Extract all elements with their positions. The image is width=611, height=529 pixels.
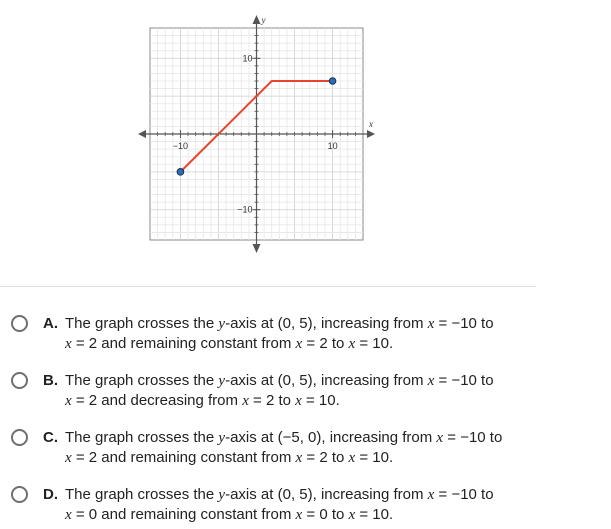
answer-option-c[interactable] bbox=[0, 428, 560, 472]
answer-option-a[interactable] bbox=[0, 314, 560, 358]
radio-button[interactable] bbox=[11, 315, 28, 332]
variable-x: x bbox=[427, 373, 435, 389]
option-text-part: -axis at (0, 5), increasing from bbox=[225, 372, 428, 389]
x-axis-left-arrow-icon bbox=[138, 130, 146, 138]
option-text-part: = 2 and remaining constant from bbox=[71, 335, 296, 352]
option-letter: C. bbox=[43, 429, 58, 446]
option-letter: D. bbox=[43, 486, 58, 503]
y-axis-up-arrow-icon bbox=[253, 15, 261, 24]
variable-x: x bbox=[427, 487, 435, 503]
option-letter: A. bbox=[43, 315, 58, 332]
option-text bbox=[65, 371, 545, 411]
option-text-part: = 10. bbox=[355, 449, 394, 466]
option-text-part: = 2 and remaining constant from bbox=[71, 449, 296, 466]
option-text bbox=[65, 428, 545, 468]
x-axis-label: x bbox=[369, 119, 373, 129]
endpoint-dot bbox=[329, 78, 336, 85]
option-text-part: = 2 to bbox=[248, 392, 296, 409]
variable-y: y bbox=[218, 373, 226, 389]
variable-x: x bbox=[295, 336, 303, 352]
variable-x: x bbox=[65, 393, 72, 409]
radio-button[interactable] bbox=[11, 429, 28, 446]
option-text-part: = −10 to bbox=[434, 486, 494, 503]
option-text-part: = 0 to bbox=[302, 506, 349, 523]
option-text-part: = 2 to bbox=[302, 449, 349, 466]
answer-option-b[interactable] bbox=[0, 371, 560, 415]
option-line-2 bbox=[65, 391, 545, 411]
option-text bbox=[65, 314, 545, 354]
option-text-part: The graph crosses the bbox=[65, 372, 219, 389]
option-line-2 bbox=[65, 505, 545, 525]
option-text-part: = 10. bbox=[355, 506, 394, 523]
variable-x: x bbox=[65, 336, 72, 352]
y-tick-label: 10 bbox=[242, 53, 253, 64]
variable-x: x bbox=[65, 507, 72, 523]
option-letter: B. bbox=[43, 372, 58, 389]
x-tick-label: 10 bbox=[327, 141, 338, 151]
option-text-part: -axis at (0, 5), increasing from bbox=[225, 486, 428, 503]
option-text-part: = 2 to bbox=[302, 335, 349, 352]
variable-x: x bbox=[348, 450, 356, 466]
variable-y: y bbox=[218, 430, 226, 446]
option-text-part: -axis at (−5, 0), increasing from bbox=[225, 429, 437, 446]
option-text-part: = −10 to bbox=[434, 315, 494, 332]
variable-x: x bbox=[436, 430, 444, 446]
option-text-part: = 2 and decreasing from bbox=[71, 392, 243, 409]
answer-option-d[interactable] bbox=[0, 485, 560, 529]
option-text-part: = −10 to bbox=[443, 429, 503, 446]
variable-x: x bbox=[295, 507, 303, 523]
y-tick-label: −10 bbox=[237, 204, 253, 215]
divider bbox=[0, 286, 536, 287]
variable-x: x bbox=[295, 450, 303, 466]
variable-x: x bbox=[427, 316, 435, 332]
option-text-part: The graph crosses the bbox=[65, 315, 219, 332]
option-text-part: = 0 and remaining constant from bbox=[71, 506, 296, 523]
variable-x: x bbox=[242, 393, 249, 409]
variable-x: x bbox=[348, 336, 356, 352]
endpoint-dot bbox=[177, 169, 184, 176]
option-text-part: = −10 to bbox=[434, 372, 494, 389]
variable-x: x bbox=[65, 450, 72, 466]
option-text-part: The graph crosses the bbox=[65, 486, 219, 503]
option-text-part: The graph crosses the bbox=[65, 429, 219, 446]
variable-y: y bbox=[218, 316, 226, 332]
option-text-part: = 10. bbox=[301, 392, 340, 409]
variable-x: x bbox=[295, 393, 302, 409]
option-text bbox=[65, 485, 545, 525]
option-text-part: -axis at (0, 5), increasing from bbox=[225, 315, 428, 332]
radio-button[interactable] bbox=[11, 372, 28, 389]
y-axis-down-arrow-icon bbox=[253, 244, 261, 253]
option-line-2 bbox=[65, 334, 545, 354]
variable-x: x bbox=[348, 507, 356, 523]
radio-button[interactable] bbox=[11, 486, 28, 503]
option-text-part: = 10. bbox=[355, 335, 394, 352]
x-axis-right-arrow-icon bbox=[367, 130, 375, 138]
y-axis-label: y bbox=[261, 15, 266, 25]
variable-y: y bbox=[218, 487, 226, 503]
option-line-2 bbox=[65, 448, 545, 468]
x-tick-label: −10 bbox=[172, 141, 189, 151]
